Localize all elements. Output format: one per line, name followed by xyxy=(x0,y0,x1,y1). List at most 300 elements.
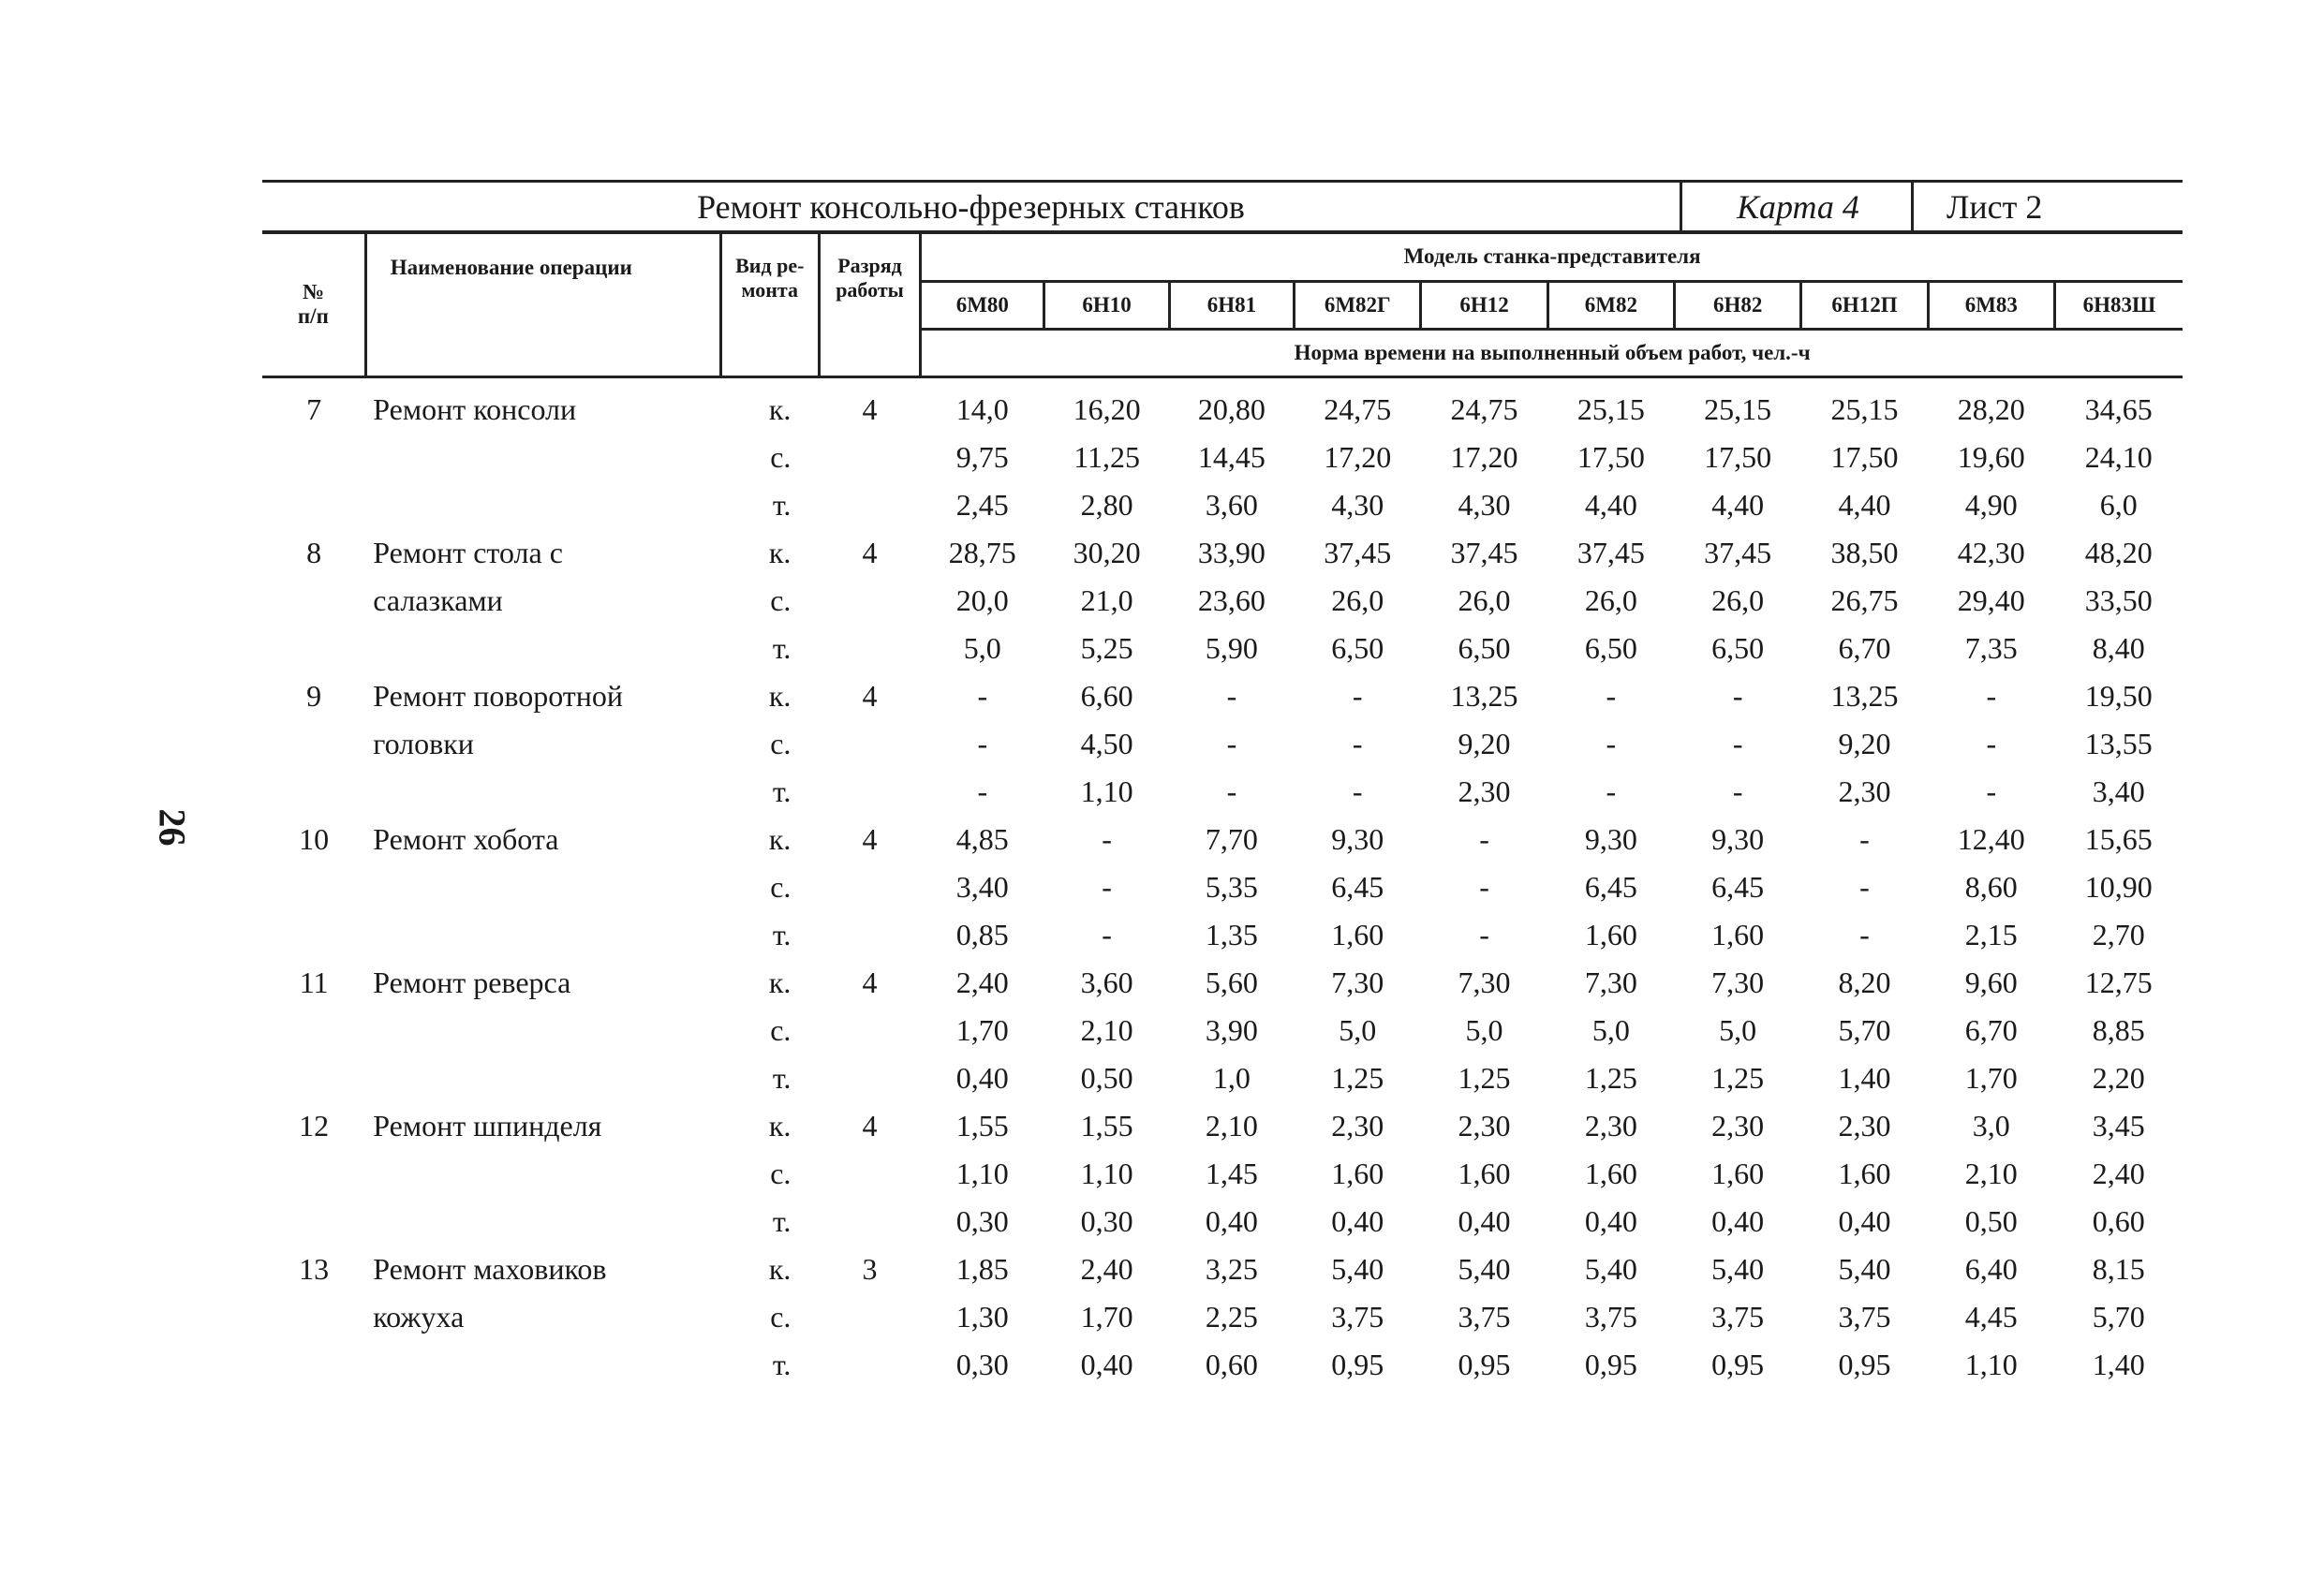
norm-value: - xyxy=(1606,774,1617,808)
repair-type: с. xyxy=(770,1157,792,1190)
norm-value: 2,70 xyxy=(2092,918,2145,951)
norm-value: 5,40 xyxy=(1584,1252,1637,1286)
norm-value: 0,60 xyxy=(2092,1204,2145,1238)
norm-value: 33,90 xyxy=(1197,536,1266,569)
work-grade xyxy=(819,863,920,911)
work-grade xyxy=(819,1007,920,1054)
norm-value: - xyxy=(1986,727,1997,760)
operation-name: головки xyxy=(373,727,474,760)
operation-number: 8 xyxy=(306,536,322,569)
work-grade xyxy=(819,1198,920,1246)
norm-value: - xyxy=(977,679,988,713)
norm-value: 17,50 xyxy=(1830,440,1899,474)
operation-number xyxy=(262,481,365,529)
norm-value: 2,15 xyxy=(1964,918,2018,951)
norm-value: 5,0 xyxy=(1465,1013,1503,1047)
header-work-grade xyxy=(819,232,920,377)
operation-name: Ремонт консоли xyxy=(373,392,577,426)
norm-value: 2,30 xyxy=(1458,774,1511,808)
norm-value: 20,0 xyxy=(955,583,1009,617)
norm-value: 4,40 xyxy=(1711,488,1765,522)
table-row xyxy=(262,1293,2183,1341)
table-row xyxy=(262,577,2183,625)
operation-number xyxy=(262,1293,365,1341)
norm-value: 0,40 xyxy=(1080,1348,1133,1381)
norm-value: 3,75 xyxy=(1458,1300,1511,1334)
table-row xyxy=(262,1054,2183,1102)
norm-value: 2,20 xyxy=(2092,1061,2145,1095)
norm-value: - xyxy=(1732,774,1743,808)
table-row xyxy=(262,1341,2183,1389)
norm-value: 0,95 xyxy=(1838,1348,1891,1381)
norm-value: 2,30 xyxy=(1711,1109,1765,1142)
model-header: 6Н12 xyxy=(1421,282,1547,330)
norm-value: 5,0 xyxy=(1719,1013,1757,1047)
model-header: 6Н82 xyxy=(1675,282,1801,330)
norm-value: - xyxy=(1352,727,1363,760)
operation-number xyxy=(262,1198,365,1246)
model-header: 6М82Г xyxy=(1295,282,1421,330)
norm-value: 8,60 xyxy=(1964,870,2018,904)
table-row xyxy=(262,959,2183,1007)
norm-value: - xyxy=(1102,822,1112,856)
norm-value: 2,40 xyxy=(955,966,1009,999)
norm-value: 11,25 xyxy=(1073,440,1141,474)
norm-value: 7,30 xyxy=(1711,966,1765,999)
work-grade xyxy=(819,481,920,529)
norm-value: 33,50 xyxy=(2084,583,2153,617)
norm-value: 1,25 xyxy=(1711,1061,1765,1095)
norm-value: 37,45 xyxy=(1704,536,1772,569)
norm-value: 0,30 xyxy=(955,1348,1009,1381)
norm-value: 1,10 xyxy=(1080,1157,1133,1190)
model-header: 6Н81 xyxy=(1169,282,1294,330)
norm-value: 24,75 xyxy=(1324,392,1392,426)
norm-value: 4,50 xyxy=(1080,727,1133,760)
table-row xyxy=(262,1007,2183,1054)
norm-value: 1,70 xyxy=(955,1013,1009,1047)
norm-value: 1,70 xyxy=(1080,1300,1133,1334)
norm-value: 6,70 xyxy=(1964,1013,2018,1047)
operation-number xyxy=(262,577,365,625)
operation-name: Ремонт шпинделя xyxy=(373,1109,602,1142)
card-number: Карта 4 xyxy=(1680,183,1914,231)
norm-value: 5,70 xyxy=(2092,1300,2145,1334)
norm-value: 26,0 xyxy=(1711,583,1765,617)
norm-value: 26,75 xyxy=(1830,583,1899,617)
norm-value: 17,50 xyxy=(1576,440,1645,474)
work-grade xyxy=(819,1293,920,1341)
norm-value: 6,60 xyxy=(1080,679,1133,713)
norm-value: 26,0 xyxy=(1331,583,1384,617)
norm-value: 5,35 xyxy=(1205,870,1258,904)
norm-value: 6,40 xyxy=(1964,1252,2018,1286)
table-row xyxy=(262,720,2183,768)
operation-name xyxy=(365,863,720,911)
norm-value: - xyxy=(1102,870,1112,904)
norm-value: 3,90 xyxy=(1205,1013,1258,1047)
norm-value: 1,60 xyxy=(1838,1157,1891,1190)
norm-value: 3,60 xyxy=(1205,488,1258,522)
norm-value: 5,25 xyxy=(1080,631,1133,665)
work-grade: 4 xyxy=(862,679,878,713)
norm-value: - xyxy=(1226,727,1237,760)
header-type-line1: Вид ре- xyxy=(735,254,805,277)
table-row xyxy=(262,863,2183,911)
norm-value: 7,70 xyxy=(1205,822,1258,856)
norm-value: 13,55 xyxy=(2084,727,2153,760)
norm-value: 28,20 xyxy=(1957,392,2025,426)
operation-number xyxy=(262,1007,365,1054)
norm-value: 9,20 xyxy=(1458,727,1511,760)
norm-value: 0,50 xyxy=(1080,1061,1133,1095)
operation-name xyxy=(365,768,720,816)
norm-value: 5,0 xyxy=(1591,1013,1630,1047)
operation-name: Ремонт стола с xyxy=(373,536,563,569)
norm-value: 9,20 xyxy=(1838,727,1891,760)
norm-value: 7,30 xyxy=(1458,966,1511,999)
operation-number xyxy=(262,720,365,768)
work-grade: 4 xyxy=(862,966,878,999)
work-grade xyxy=(819,720,920,768)
norm-value: - xyxy=(1859,918,1870,951)
table-row xyxy=(262,1102,2183,1150)
norm-value: 28,75 xyxy=(948,536,1016,569)
norm-value: 1,60 xyxy=(1584,1157,1637,1190)
norm-value: 0,40 xyxy=(1584,1204,1637,1238)
repair-type: т. xyxy=(772,1061,792,1095)
norm-value: 7,30 xyxy=(1584,966,1637,999)
norm-value: 1,35 xyxy=(1205,918,1258,951)
norm-value: - xyxy=(1986,774,1997,808)
norm-value: 1,60 xyxy=(1711,918,1765,951)
norm-value: 4,40 xyxy=(1584,488,1637,522)
operation-number xyxy=(262,434,365,481)
norm-value: 1,60 xyxy=(1331,918,1384,951)
header-grade-line1: Разряд xyxy=(837,254,902,277)
model-header: 6М82 xyxy=(1547,282,1674,330)
norm-value: 6,50 xyxy=(1458,631,1511,665)
header-norm-caption: Норма времени на выполненный объем работ, чел.-ч xyxy=(921,330,2183,377)
header-num xyxy=(262,232,365,377)
work-grade xyxy=(819,1341,920,1389)
table-row xyxy=(262,816,2183,863)
norm-value: 0,30 xyxy=(955,1204,1009,1238)
table-row xyxy=(262,377,2183,435)
repair-type: т. xyxy=(772,1348,792,1381)
operation-name: салазками xyxy=(373,583,503,617)
norm-value: 5,0 xyxy=(1339,1013,1377,1047)
norm-value: 24,10 xyxy=(2084,440,2153,474)
table-header xyxy=(262,232,2183,377)
norm-value: 19,60 xyxy=(1957,440,2025,474)
table-row xyxy=(262,1198,2183,1246)
norm-value: 4,30 xyxy=(1458,488,1511,522)
repair-type: т. xyxy=(772,918,792,951)
norm-value: 2,25 xyxy=(1205,1300,1258,1334)
norm-value: - xyxy=(1226,774,1237,808)
operation-name: Ремонт реверса xyxy=(373,966,571,999)
norm-value: 0,95 xyxy=(1331,1348,1384,1381)
repair-type: к. xyxy=(768,679,792,713)
table-row xyxy=(262,529,2183,577)
norm-value: 1,70 xyxy=(1964,1061,2018,1095)
norm-value: 0,50 xyxy=(1964,1204,2018,1238)
work-grade xyxy=(819,1150,920,1198)
norm-value: 1,60 xyxy=(1331,1157,1384,1190)
repair-type: т. xyxy=(772,631,792,665)
repair-type: с. xyxy=(770,1013,792,1047)
norm-value: 0,60 xyxy=(1205,1348,1258,1381)
norm-value: 8,20 xyxy=(1838,966,1891,999)
operation-name xyxy=(365,434,720,481)
norm-value: 5,60 xyxy=(1205,966,1258,999)
norm-value: 3,60 xyxy=(1080,966,1133,999)
repair-type: с. xyxy=(770,727,792,760)
norm-value: - xyxy=(1479,870,1489,904)
norm-value: 14,0 xyxy=(955,392,1009,426)
repair-type: т. xyxy=(772,488,792,522)
norm-value: 3,40 xyxy=(2092,774,2145,808)
repair-type: с. xyxy=(770,1300,792,1334)
norm-value: 9,30 xyxy=(1331,822,1384,856)
table-row xyxy=(262,672,2183,720)
norm-value: 21,0 xyxy=(1080,583,1133,617)
norm-value: 1,10 xyxy=(955,1157,1009,1190)
norm-value: 25,15 xyxy=(1830,392,1899,426)
norm-value: 7,35 xyxy=(1964,631,2018,665)
norm-value: 0,40 xyxy=(1458,1204,1511,1238)
norm-value: 7,30 xyxy=(1331,966,1384,999)
operation-name xyxy=(365,625,720,672)
norm-value: 2,40 xyxy=(1080,1252,1133,1286)
operation-number xyxy=(262,1150,365,1198)
norm-value: - xyxy=(1479,918,1489,951)
work-grade xyxy=(819,434,920,481)
header-operation-name: Наименование операции xyxy=(365,232,720,377)
repair-type: т. xyxy=(772,774,792,808)
norm-value: 5,40 xyxy=(1331,1252,1384,1286)
norm-value: 12,75 xyxy=(2084,966,2153,999)
table-row xyxy=(262,768,2183,816)
norm-value: 6,0 xyxy=(2099,488,2138,522)
norm-value: 5,40 xyxy=(1711,1252,1765,1286)
norm-value: 2,30 xyxy=(1331,1109,1384,1142)
table-row xyxy=(262,434,2183,481)
repair-type: к. xyxy=(768,536,792,569)
norm-value: 9,30 xyxy=(1711,822,1765,856)
norm-value: 23,60 xyxy=(1197,583,1266,617)
norm-value: 16,20 xyxy=(1073,392,1141,426)
operation-name xyxy=(365,911,720,959)
header-num-bottom: п/п xyxy=(297,304,329,328)
work-grade: 3 xyxy=(862,1252,878,1286)
norm-value: 3,0 xyxy=(1972,1109,2010,1142)
norm-value: 1,55 xyxy=(955,1109,1009,1142)
operation-number: 12 xyxy=(299,1109,330,1142)
work-grade xyxy=(819,911,920,959)
norm-value: 5,40 xyxy=(1838,1252,1891,1286)
operation-name: Ремонт маховиков xyxy=(373,1252,607,1286)
norm-value: 25,15 xyxy=(1576,392,1645,426)
operation-number xyxy=(262,1341,365,1389)
norm-value: 0,95 xyxy=(1584,1348,1637,1381)
norm-value: 0,40 xyxy=(1838,1204,1891,1238)
norm-value: 37,45 xyxy=(1324,536,1392,569)
norm-value: 2,10 xyxy=(1205,1109,1258,1142)
norm-value: - xyxy=(1226,679,1237,713)
operation-name: Ремонт хобота xyxy=(373,822,559,856)
operation-number: 13 xyxy=(299,1252,330,1286)
norm-value: 6,45 xyxy=(1331,870,1384,904)
header-models-caption: Модель станка-представителя xyxy=(921,232,2183,282)
norm-value: 0,40 xyxy=(955,1061,1009,1095)
model-header: 6М80 xyxy=(921,282,1044,330)
table-row xyxy=(262,481,2183,529)
norm-value: 6,50 xyxy=(1331,631,1384,665)
norm-value: 3,75 xyxy=(1838,1300,1891,1334)
repair-type: к. xyxy=(768,966,792,999)
norm-value: 1,25 xyxy=(1584,1061,1637,1095)
norm-value: 12,40 xyxy=(1957,822,2025,856)
norm-value: 1,30 xyxy=(955,1300,1009,1334)
norm-value: 1,55 xyxy=(1080,1109,1133,1142)
header-type-line2: монта xyxy=(741,278,798,302)
norm-value: - xyxy=(977,774,988,808)
repair-type: к. xyxy=(768,392,792,426)
operation-number xyxy=(262,625,365,672)
norm-value: 2,80 xyxy=(1080,488,1133,522)
document-title-bar xyxy=(262,180,2183,234)
operation-name xyxy=(365,1150,720,1198)
operation-number: 10 xyxy=(299,822,330,856)
norm-value: 37,45 xyxy=(1576,536,1645,569)
page-number: 26 xyxy=(151,808,194,847)
norm-value: - xyxy=(1352,774,1363,808)
header-grade-line2: работы xyxy=(836,278,904,302)
operation-name xyxy=(365,481,720,529)
norm-value: 1,0 xyxy=(1212,1061,1251,1095)
norm-value: 5,70 xyxy=(1838,1013,1891,1047)
work-grade: 4 xyxy=(862,822,878,856)
operation-number xyxy=(262,768,365,816)
norm-value: 9,60 xyxy=(1964,966,2018,999)
table-row xyxy=(262,625,2183,672)
norm-value: 5,90 xyxy=(1205,631,1258,665)
norm-value: - xyxy=(1606,679,1617,713)
norm-value: 1,25 xyxy=(1331,1061,1384,1095)
operation-name: Ремонт поворотной xyxy=(373,679,624,713)
norm-value: 2,30 xyxy=(1838,774,1891,808)
norm-value: 2,10 xyxy=(1080,1013,1133,1047)
header-num-top: № xyxy=(302,280,324,303)
norm-value: - xyxy=(1606,727,1617,760)
norm-value: 10,90 xyxy=(2084,870,2153,904)
norm-value: 1,60 xyxy=(1458,1157,1511,1190)
norm-value: 2,30 xyxy=(1584,1109,1637,1142)
norm-value: 30,20 xyxy=(1073,536,1141,569)
norm-value: 1,40 xyxy=(2092,1348,2145,1381)
norm-value: 1,25 xyxy=(1458,1061,1511,1095)
norm-value: 13,25 xyxy=(1830,679,1899,713)
operation-number: 9 xyxy=(306,679,322,713)
norm-value: 6,50 xyxy=(1584,631,1637,665)
norm-value: 2,40 xyxy=(2092,1157,2145,1190)
operation-number: 11 xyxy=(299,966,329,999)
norm-value: 9,75 xyxy=(955,440,1009,474)
norm-value: 24,75 xyxy=(1450,392,1518,426)
norm-value: 38,50 xyxy=(1830,536,1899,569)
norm-value: - xyxy=(1859,870,1870,904)
norm-value: 1,60 xyxy=(1711,1157,1765,1190)
norm-value: 37,45 xyxy=(1450,536,1518,569)
norm-value: 0,85 xyxy=(955,918,1009,951)
norm-value: 0,30 xyxy=(1080,1204,1133,1238)
norm-value: 3,75 xyxy=(1331,1300,1384,1334)
model-header: 6М83 xyxy=(1928,282,2054,330)
table-row xyxy=(262,1246,2183,1293)
norm-value: 3,75 xyxy=(1584,1300,1637,1334)
norm-value: 1,40 xyxy=(1838,1061,1891,1095)
norm-value: 1,10 xyxy=(1080,774,1133,808)
table-body xyxy=(262,377,2183,1390)
header-repair-type xyxy=(720,232,819,377)
repair-type: к. xyxy=(768,1109,792,1142)
norm-value: - xyxy=(1352,679,1363,713)
norm-value: 3,45 xyxy=(2092,1109,2145,1142)
norm-value: 17,20 xyxy=(1450,440,1518,474)
repair-type: к. xyxy=(768,822,792,856)
work-grade xyxy=(819,1054,920,1102)
work-grade xyxy=(819,625,920,672)
norm-value: 1,10 xyxy=(1964,1348,2018,1381)
work-grade: 4 xyxy=(862,392,878,426)
norm-value: 2,10 xyxy=(1964,1157,2018,1190)
norm-value: - xyxy=(1732,727,1743,760)
norm-value: 13,25 xyxy=(1450,679,1518,713)
norm-value: 4,40 xyxy=(1838,488,1891,522)
work-grade: 4 xyxy=(862,1109,878,1142)
norm-value: 5,0 xyxy=(963,631,1001,665)
table-row xyxy=(262,911,2183,959)
operation-name xyxy=(365,1054,720,1102)
norm-value: 4,45 xyxy=(1964,1300,2018,1334)
norm-value: 6,50 xyxy=(1711,631,1765,665)
norm-value: 0,40 xyxy=(1711,1204,1765,1238)
norm-value: 5,40 xyxy=(1458,1252,1511,1286)
norm-value: - xyxy=(977,727,988,760)
norm-value: 6,45 xyxy=(1711,870,1765,904)
operation-number: 7 xyxy=(306,392,322,426)
repair-type: т. xyxy=(772,1204,792,1238)
norm-value: 34,65 xyxy=(2084,392,2153,426)
model-header: 6Н12П xyxy=(1801,282,1928,330)
norm-value: 2,30 xyxy=(1838,1109,1891,1142)
operation-number xyxy=(262,911,365,959)
work-grade xyxy=(819,577,920,625)
repair-type: к. xyxy=(768,1252,792,1286)
norm-value: 14,45 xyxy=(1197,440,1266,474)
norm-value: 6,70 xyxy=(1838,631,1891,665)
norm-value: 17,50 xyxy=(1704,440,1772,474)
norm-value: - xyxy=(1986,679,1997,713)
norm-value: 29,40 xyxy=(1957,583,2025,617)
norm-value: - xyxy=(1732,679,1743,713)
norm-value: 6,45 xyxy=(1584,870,1637,904)
norm-value: 20,80 xyxy=(1197,392,1266,426)
norm-value: - xyxy=(1859,822,1870,856)
norm-value: 4,90 xyxy=(1964,488,2018,522)
